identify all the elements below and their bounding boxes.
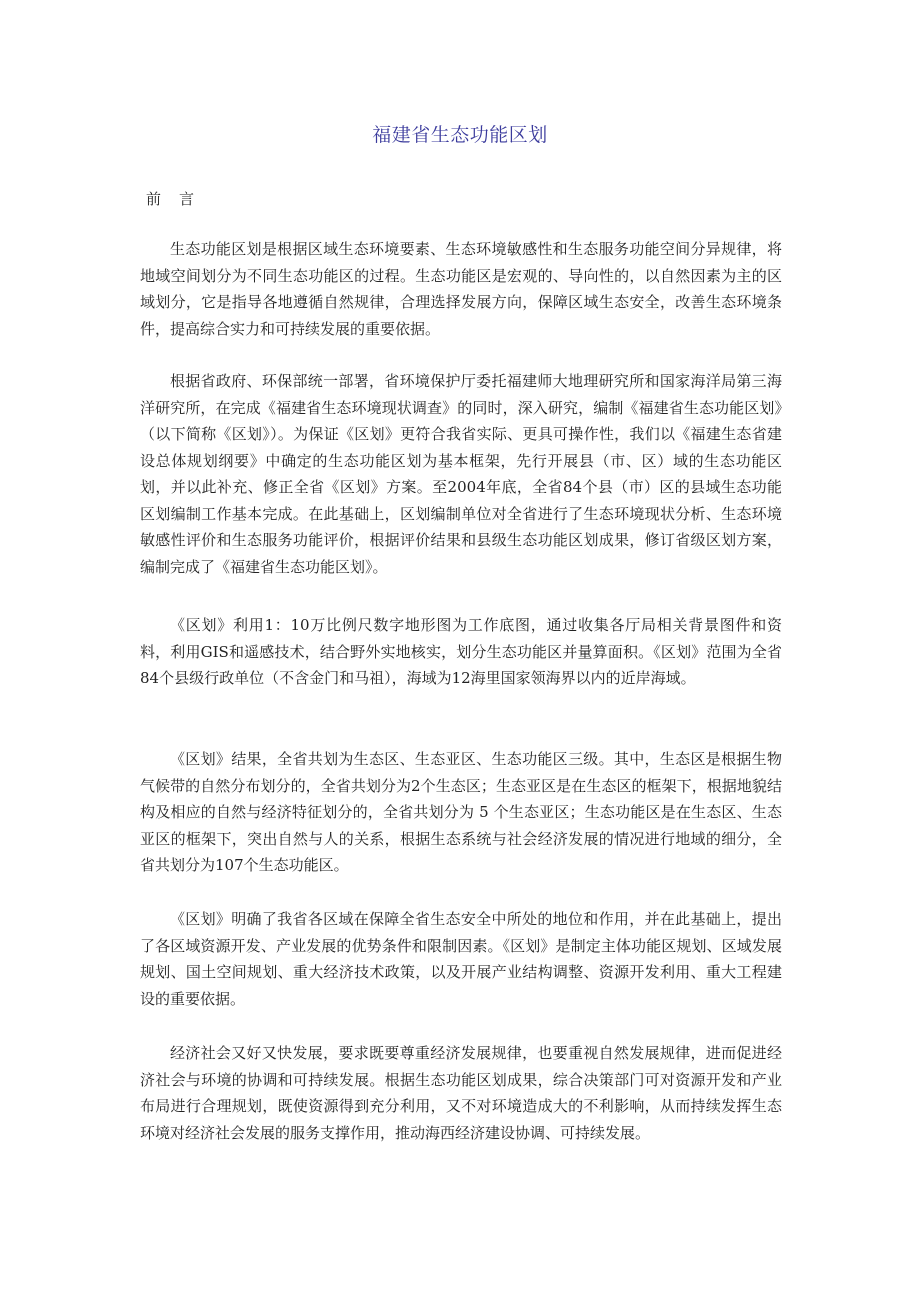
paragraph-6: 经济社会又好又快发展，要求既要尊重经济发展规律，也要重视自然发展规律，进而促进经济社会与环境的协调和可持续发展。根据生态功能区划成果，综合决策部门可对资源开发和产业布局进行合理规划，既使资源得到充分利用，又不对环境造成大的不利影响，从而持续发挥生态环境对经济社会发展的服务支撑作用，推动海西经济建设协调、可持续发展。	[140, 1044, 782, 1142]
paragraph-3: 《区划》利用1：10万比例尺数字地形图为工作底图，通过收集各厅局相关背景图件和资料，利用GIS和遥感技术，结合野外实地核实，划分生态功能区并量算面积。《区划》范围为全省84个县级行政单位（不含金门和马祖），海域为12海里国家领海界以内的近岸海域。	[140, 616, 782, 687]
document-title: 福建省生态功能区划	[372, 124, 548, 146]
paragraph-4: 《区划》结果，全省共划为生态区、生态亚区、生态功能区三级。其中，生态区是根据生物气候带的自然分布划分的，全省共划分为2个生态区；生态亚区是在生态区的框架下，根据地貌结构及相应的自然与经济特征划分的，全省共划分为 5 个生态亚区；生态功能区是在生态区、生态亚区的框架下，突出自然与人的关系，根据生态系统与社会经济发展的情况进行地域的细分，全省共划分为107个生态功能区。	[140, 750, 782, 874]
paragraph-5: 《区划》明确了我省各区域在保障全省生态安全中所处的地位和作用，并在此基础上，提出了各区域资源开发、产业发展的优势条件和限制因素。《区划》是制定主体功能区规划、区域发展规划、国土空间规划、重大经济技术政策，以及开展产业结构调整、资源开发利用、重大工程建设的重要依据。	[140, 910, 782, 1008]
section-heading: 前言	[146, 190, 213, 208]
paragraph-1: 生态功能区划是根据区域生态环境要素、生态环境敏感性和生态服务功能空间分异规律，将地域空间划分为不同生态功能区的过程。生态功能区是宏观的、导向性的，以自然因素为主的区域划分，它是指导各地遵循自然规律，合理选择发展方向，保障区域生态安全，改善生态环境条件，提高综合实力和可持续发展的重要依据。	[140, 240, 782, 338]
paragraph-2: 根据省政府、环保部统一部署，省环境保护厅委托福建师大地理研究所和国家海洋局第三海洋研究所，在完成《福建省生态环境现状调查》的同时，深入研究，编制《福建省生态功能区划》（以下简称《区划》）。为保证《区划》更符合我省实际、更具可操作性，我们以《福建生态省建设总体规划纲要》中确定的生态功能区划为基本框架，先行开展县（市、区）域的生态功能区划，并以此补充、修正全省《区划》方案。至2004年底，全省84个县（市）区的县域生态功能区划编制工作基本完成。在此基础上，区划编制单位对全省进行了生态环境现状分析、生态环境敏感性评价和生态服务功能评价，根据评价结果和县级生态功能区划成果，修订省级区划方案，编制完成了《福建省生态功能区划》。	[140, 372, 782, 576]
